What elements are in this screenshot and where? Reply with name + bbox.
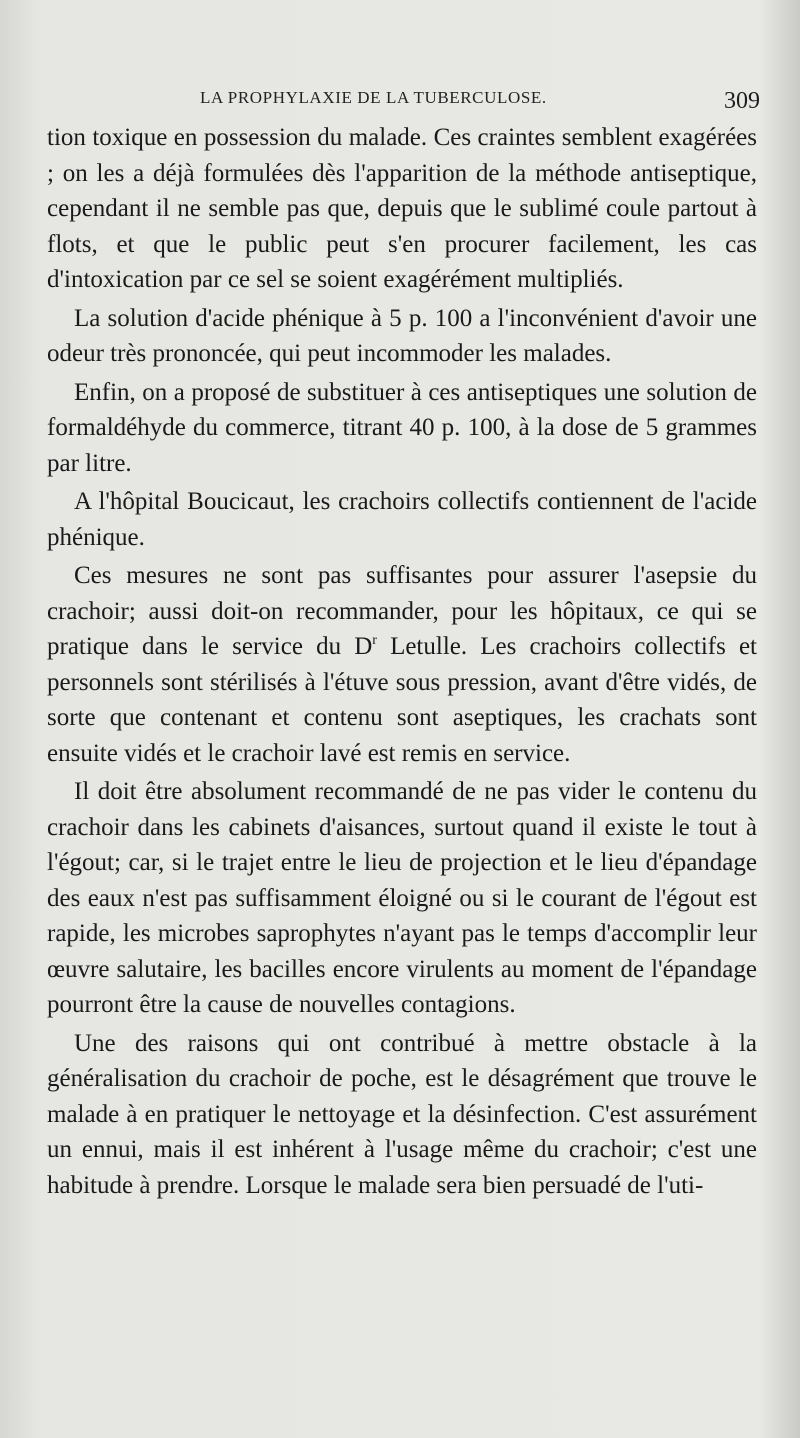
paragraph-text: Letulle. Les crachoirs collectifs et personnels sont stérilisés à l'étuve sous pression, avant d'être vidés, de sorte que contenant et contenu sont aseptiques, les crachats sont ensuite vidés et le crachoir lavé est remis en service.	[47, 633, 757, 767]
paragraph-text: Ces mesures ne sont pas suffisantes pour assurer l'asepsie du crachoir; aussi doit-on recommander, pour les hôpitaux, ce qui se pratique dans le service du D	[47, 562, 757, 660]
paragraph: tion toxique en possession du malade. Ces craintes semblent exagérées ; on les a déjà formulées dès l'apparition de la méthode antiseptique, cependant il ne semble pas que, depuis que le sublimé coule partout à flots, et que le public peut s'en procurer facilement, les cas d'intoxication par ce sel se soient exagérément multipliés.	[47, 124, 757, 293]
running-head	[200, 88, 760, 118]
superscript: r	[372, 633, 377, 648]
paragraph: A l'hôpital Boucicaut, les crachoirs collectifs contiennent de l'acide phénique.	[47, 488, 757, 551]
paragraph: Il doit être absolument recommandé de ne pas vider le contenu du crachoir dans les cabinets d'aisances, surtout quand il existe le tout à l'égout; car, si le trajet entre le lieu de projection et le lieu d'épandage des eaux n'est pas suffisamment éloigné ou si le courant de l'égout est rapide, les microbes saprophytes n'ayant pas le temps d'accomplir leur œuvre salutaire, les bacilles encore virulents au moment de l'épandage pourront être la cause de nouvelles contagions.	[47, 778, 757, 1018]
paragraph: La solution d'acide phénique à 5 p. 100 a l'inconvénient d'avoir une odeur très prononcée, qui peut incommoder les malades.	[47, 304, 757, 367]
body-text	[47, 120, 757, 1203]
paragraph	[47, 558, 757, 771]
paragraph: Enfin, on a proposé de substituer à ces antiseptiques une solution de formaldéhyde du commerce, titrant 40 p. 100, à la dose de 5 grammes par litre.	[47, 378, 757, 477]
page-number: 309	[724, 88, 760, 114]
paragraph: Une des raisons qui ont contribué à mettre obstacle à la généralisation du crachoir de poche, est le désagrément que trouve le malade à en pratiquer le nettoyage et la désinfection. C'est assurément un ennui, mais il est inhérent à l'usage même du crachoir; c'est une habitude à prendre. Lorsque le malade sera bien persuadé de l'uti-	[47, 1029, 757, 1199]
running-title: LA PROPHYLAXIE DE LA TUBERCULOSE.	[200, 88, 547, 107]
